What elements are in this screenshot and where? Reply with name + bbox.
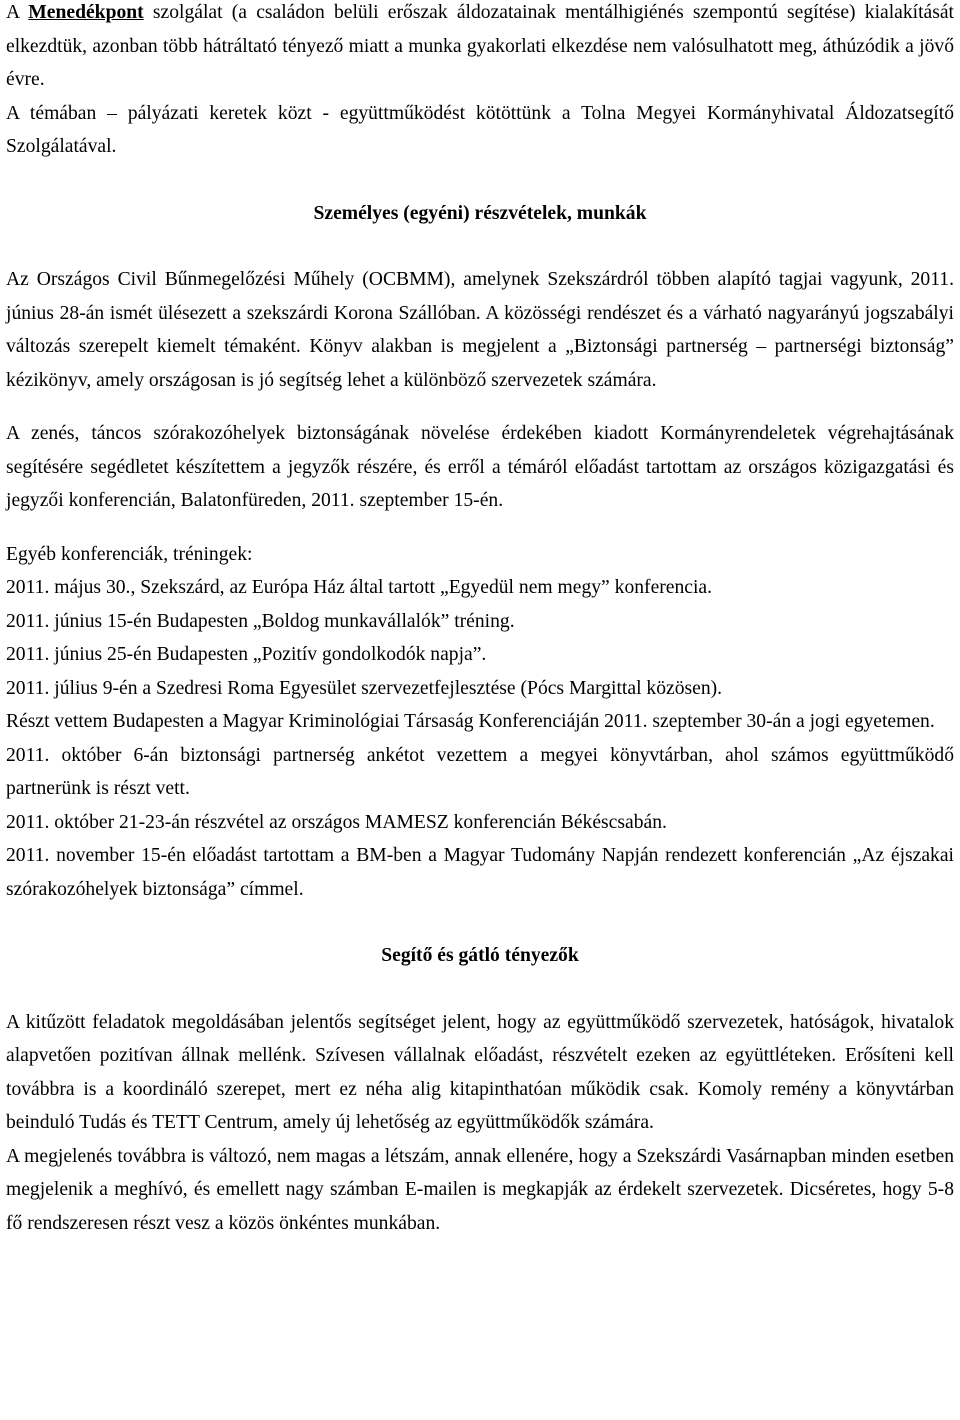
conference-item: 2011. október 21-23-án részvétel az országos MAMESZ konferencián Békéscsabán. — [6, 811, 667, 833]
conferences-heading: Egyéb konferenciák, tréningek: — [6, 543, 253, 565]
ocbmm-paragraph: Az Országos Civil Bűnmegelőzési Műhely (OCBMM), amelynek Szekszárdról többen alapító tagjai vagyunk, 2011. június 28-án ismét ülésezett a szekszárdi Korona Szállóban. A közösségi rendészet és a várható nagyarányú jogszabályi változás szerepelt kiemelt témaként. Könyv alakban is megjelent a „Biztonsági partnerség – partnerségi biztonság” kézikönyv, amely országosan is jó segítség lehet a különböző szervezetek számára. — [6, 269, 954, 391]
conference-item: 2011. június 15-én Budapesten „Boldog munkavállalók” tréning. — [6, 610, 515, 632]
section-heading-factors: Segítő és gátló tényezők — [381, 945, 579, 966]
nightlife-safety-paragraph: A zenés, táncos szórakozóhelyek biztonságának növelése érdekében kiadott Kormányrendeletek végrehajtásának segítésére segédletet készítettem a jegyzők részére, és erről a témáról előadást tartottam az országos közigazgatási és jegyzői konferencián, Balatonfüreden, 2011. szeptember 15-én. — [6, 423, 954, 511]
conference-item: 2011. november 15-én előadást tartottam a BM-ben a Magyar Tudomány Napján rendezett konferencián „Az éjszakai szórakozóhelyek biztonsága” címmel. — [6, 845, 954, 900]
intro-lead-prefix: A — [6, 2, 29, 23]
hindering-factors-paragraph: A megjelenés továbbra is változó, nem magas a létszám, annak ellenére, hogy a Szekszárdi Vasárnapban minden esetben megjelenik a meghívó, és emellett nagy számban E-mailen is megkapják az érdekelt szervezetek. Dicséretes, hogy 5-8 fő rendszeresen részt vesz a közös önkéntes munkában. — [6, 1145, 954, 1234]
conference-item: 2011. május 30., Szekszárd, az Európa Ház által tartott „Egyedül nem megy” konferencia. — [6, 577, 713, 598]
supporting-factors-paragraph: A kitűzött feladatok megoldásában jelentős segítséget jelent, hogy az együttműködő szervezetek, hatóságok, hivatalok alapvetően pozitívan állnak mellénk. Szívesen vállalnak előadást, részvételt ezeken az együttléteken. Erősíteni kell továbbra is a koordináló szerepet, mert ez néha alig kitapinthatóan működik csak. Komoly remény a könyvtárban beinduló Tudás és TETT Centrum, amely új lehetőség az együttműködők számára. — [6, 1011, 954, 1133]
conference-item: 2011. június 25-én Budapesten „Pozitív gondolkodók napja”. — [6, 644, 487, 665]
conference-item: 2011. október 6-án biztonsági partnerség ankétot vezettem a megyei könyvtárban, ahol számos együttműködő partnerünk is részt vett. — [6, 744, 954, 799]
menedekpont-title: Menedékpont — [28, 2, 144, 23]
intro-lead-rest: szolgálat (a családon belüli erőszak áldozatainak mentálhigiénés szempontú segítése) kialakítását elkezdtük, azonban több hátráltató tényező miatt a munka gyakorlati elkezdése nem valósulhatott meg, áthúzódik a jövő évre. — [6, 2, 955, 90]
conference-item: 2011. július 9-én a Szedresi Roma Egyesület szervezetfejlesztése (Pócs Margittal közösen). — [6, 677, 723, 699]
document-page — [6, 0, 954, 1240]
conference-item: Részt vettem Budapesten a Magyar Kriminológiai Társaság Konferenciáján 2011. szeptember 30-án a jogi egyetemen. — [6, 711, 935, 732]
intro-paragraph — [6, 0, 954, 97]
intro-cooperation-paragraph: A témában – pályázati keretek közt - együttműködést kötöttünk a Tolna Megyei Kormányhivatal Áldozatsegítő Szolgálatával. — [6, 102, 954, 157]
section-heading-personal: Személyes (egyéni) részvételek, munkák — [313, 202, 647, 224]
